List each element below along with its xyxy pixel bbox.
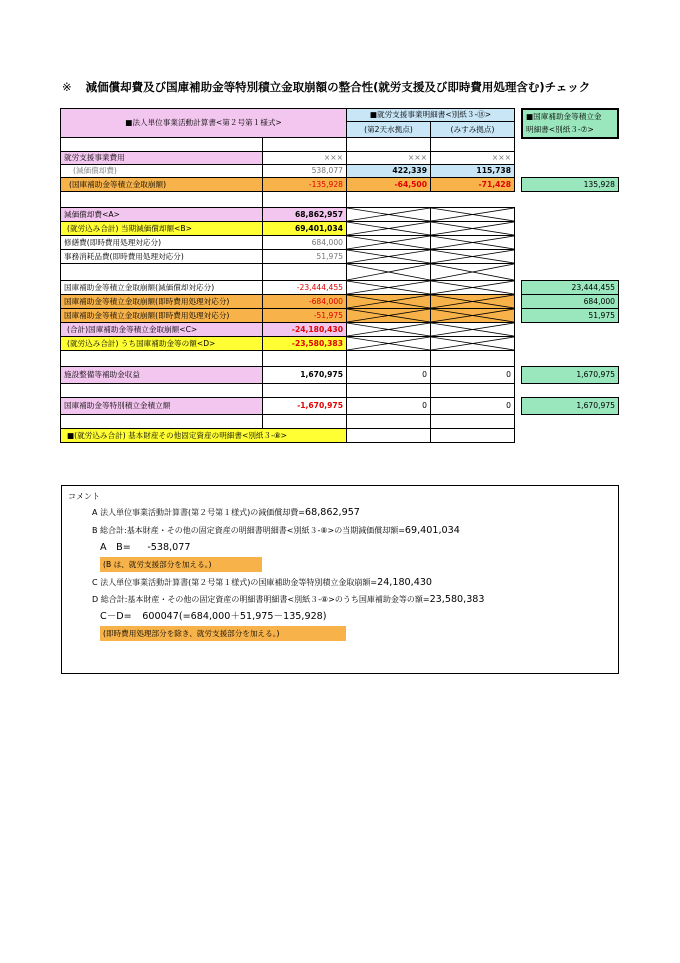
na-cross-cell — [430, 263, 515, 281]
cell-r6-v1: 684,000 — [262, 235, 347, 250]
cell-r8-v4: 23,444,455 — [521, 280, 619, 295]
comment-heading: コメント — [68, 492, 100, 501]
cell-r1-v3: ××× — [430, 151, 515, 165]
row-label-depreciation-b: (就労込み合計) 当期減価償却額<B> — [60, 221, 263, 236]
reference-mark: ※ — [62, 80, 72, 94]
header-subsidy-line2: 明細書<別紙３-⑦> — [526, 125, 594, 134]
comment-cd-note: (即時費用処理部分を除き、就労支援部分を加える。) — [100, 626, 346, 641]
row-label-subsidy-reversal-dep: 国庫補助金等積立金取崩額(減価償却対応分) — [60, 280, 263, 295]
cell-r14-v1: -1,670,975 — [262, 397, 347, 415]
row-label-supplies-cost: 事務消耗品費(即時費用処理対応分) — [60, 249, 263, 264]
row-label-subsidy-reversal-c: (合計)国庫補助金等積立金取崩額<C> — [60, 322, 263, 337]
comment-cd-formula — [100, 612, 327, 622]
comment-ab-value: -538,077 — [147, 542, 191, 553]
cell-r10-v1: -51,975 — [262, 308, 347, 323]
cell-r14-v4: 1,670,975 — [521, 397, 619, 415]
header-statement: ■法人単位事業活動計算書<第２号第１様式> — [60, 108, 347, 138]
cell-r9-v4: 684,000 — [521, 294, 619, 309]
comment-box — [61, 485, 619, 674]
comment-d — [92, 595, 485, 605]
row-label-subsidy-reversal-sub: (国庫補助金等積立金取崩額) — [60, 177, 263, 192]
na-cross-cell — [346, 280, 431, 295]
comment-cd-formula-label: C－D= — [100, 611, 132, 622]
header-subsidy-line1: ■国庫補助金等積立金 — [526, 112, 602, 122]
na-cross-cell — [430, 221, 515, 236]
comment-a-label: A — [92, 508, 98, 517]
row-label-subsidy-reversal-immediate-2: 国庫補助金等積立金取崩額(即時費用処理対応分) — [60, 308, 263, 323]
comment-d-value: 23,580,383 — [429, 594, 485, 605]
row-label-depreciation-a: 減価償却費<A> — [60, 207, 263, 222]
na-cross-cell — [346, 308, 431, 323]
row-label-depreciation-sub: (減価償却費) — [60, 164, 263, 178]
comment-c-label: C — [92, 578, 98, 587]
na-cross-cell — [346, 221, 431, 236]
na-cross-cell — [346, 294, 431, 309]
comment-ab-formula — [100, 543, 190, 553]
cell-r14-v2: 0 — [346, 397, 431, 415]
cell-r1-v2: ××× — [346, 151, 431, 165]
row-label-fixed-asset-statement: ■(就労込み合計) 基本財産その他固定資産の明細書<別紙３-⑧> — [60, 428, 347, 443]
cell-r8-v1: -23,444,455 — [262, 280, 347, 295]
cell-r12-v1: -23,580,383 — [262, 336, 347, 351]
page-title — [62, 79, 662, 95]
na-cross-cell — [346, 207, 431, 222]
cell-r4-v1: 68,862,957 — [262, 207, 347, 222]
cell-r3-v4: 135,928 — [521, 177, 619, 192]
comment-d-text: 総合計:基本財産・その他の固定資産の明細書明細書<別紙３-⑧>のうち国庫補助金等の額= — [100, 595, 430, 604]
na-cross-cell — [430, 336, 515, 351]
na-cross-cell — [430, 249, 515, 264]
comment-b-label: B — [92, 526, 98, 535]
comment-ab-formula-label: A B= — [100, 542, 131, 553]
na-cross-cell — [346, 336, 431, 351]
cell-r13-v4: 1,670,975 — [521, 366, 619, 384]
cell-r13-v3: 0 — [430, 366, 515, 384]
na-cross-cell — [430, 322, 515, 337]
row-label-subsidy-reversal-immediate-1: 国庫補助金等積立金取崩額(即時費用処理対応分) — [60, 294, 263, 309]
comment-c — [92, 578, 432, 588]
comment-d-label: D — [92, 595, 99, 604]
cell-r11-v1: -24,180,430 — [262, 322, 347, 337]
cell-r3-v1: -135,928 — [262, 177, 347, 192]
comment-c-text: 法人単位事業活動計算書(第２号第１様式)の国庫補助金等特別積立金取崩額= — [100, 578, 378, 587]
title-text: 減価償却費及び国庫補助金等特別積立金取崩額の整合性(就労支援及び即時費用処理含む)チェック — [85, 80, 591, 94]
row-label-repair-cost: 修繕費(即時費用処理対応分) — [60, 235, 263, 250]
na-cross-cell — [346, 235, 431, 250]
na-cross-cell — [430, 294, 515, 309]
na-cross-cell — [346, 322, 431, 337]
na-cross-cell — [430, 280, 515, 295]
cell-r9-v1: -684,000 — [262, 294, 347, 309]
cell-r2-v2: 422,339 — [346, 164, 431, 178]
comment-ab-note: (B は、就労支援部分を加える。) — [100, 557, 262, 572]
na-cross-cell — [430, 235, 515, 250]
comment-b-text: 総合計:基本財産・その他の固定資産の明細書明細書<別紙３-⑧>の当期減価償却額= — [100, 526, 405, 535]
header-subsidy-statement — [521, 108, 619, 139]
cell-r13-v2: 0 — [346, 366, 431, 384]
comment-c-value: 24,180,430 — [377, 577, 433, 588]
cell-r7-v1: 51,975 — [262, 249, 347, 264]
cell-r14-v3: 0 — [430, 397, 515, 415]
na-cross-cell — [430, 308, 515, 323]
cell-r3-v2: -64,500 — [346, 177, 431, 192]
na-cross-cell — [346, 249, 431, 264]
row-label-subsidy-amount-d: (就労込み合計) うち国庫補助金等の額<D> — [60, 336, 263, 351]
cell-r2-v3: 115,738 — [430, 164, 515, 178]
row-label-employment-cost: 就労支援事業費用 — [60, 151, 263, 165]
cell-r10-v4: 51,975 — [521, 308, 619, 323]
na-cross-cell — [430, 207, 515, 222]
comment-a-value: 68,862,957 — [304, 507, 360, 518]
cell-r2-v1: 538,077 — [262, 164, 347, 178]
comment-b-value: 69,401,034 — [404, 525, 460, 536]
cell-r1-v1: ××× — [262, 151, 347, 165]
row-label-facility-subsidy-revenue: 施設整備等補助金収益 — [60, 366, 263, 384]
comment-a — [92, 508, 360, 518]
header-site-1: (第2天水拠点) — [346, 121, 431, 138]
row-label-subsidy-reserve: 国庫補助金等特別積立金積立額 — [60, 397, 263, 415]
header-employment-support: ■就労支援事業明細書<別紙３-⑱> — [346, 108, 515, 122]
comment-a-text: 法人単位事業活動計算書(第２号第１様式)の減価償却費= — [100, 508, 305, 517]
cell-r5-v1: 69,401,034 — [262, 221, 347, 236]
header-site-2: (みすみ拠点) — [430, 121, 515, 138]
na-cross-cell — [346, 263, 431, 281]
cell-r13-v1: 1,670,975 — [262, 366, 347, 384]
comment-cd-value: 600047(=684,000＋51,975－135,928) — [142, 611, 327, 622]
comment-b — [92, 526, 460, 536]
cell-r3-v3: -71,428 — [430, 177, 515, 192]
